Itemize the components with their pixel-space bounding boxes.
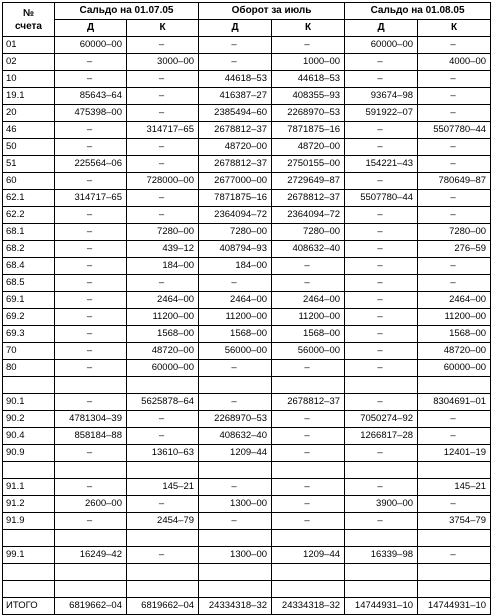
opening-debit-cell: –: [55, 360, 127, 377]
account-number-cell: 02: [3, 54, 55, 71]
opening-credit-cell: –: [127, 428, 199, 445]
table-row: [3, 258, 491, 275]
opening-credit-header: К: [127, 20, 199, 37]
account-number-cell: 99.1: [3, 547, 55, 564]
table-row: [3, 139, 491, 156]
table-row: [3, 513, 491, 530]
table-row: [3, 173, 491, 190]
table-row: [3, 326, 491, 343]
opening-credit-cell: –: [127, 88, 199, 105]
turnover-credit-cell: 1568–00: [272, 326, 345, 343]
turnover-debit-cell: 56000–00: [199, 343, 272, 360]
table-row: [3, 530, 491, 547]
table-row: [3, 88, 491, 105]
turnover-credit-cell: 1209–44: [272, 547, 345, 564]
closing-debit-cell: –: [345, 445, 418, 462]
closing-credit-header: К: [418, 20, 491, 37]
table-row: [3, 105, 491, 122]
closing-credit-cell: –: [418, 547, 491, 564]
turnover-debit-cell: –: [199, 275, 272, 292]
turnover-credit-cell: 2268970–53: [272, 105, 345, 122]
closing-debit-cell: –: [345, 513, 418, 530]
opening-credit-cell: –: [127, 411, 199, 428]
account-number-cell: [3, 462, 55, 479]
opening-debit-cell: –: [55, 275, 127, 292]
opening-credit-cell: 314717–65: [127, 122, 199, 139]
turnover-debit-cell: 2677000–00: [199, 173, 272, 190]
opening-debit-cell: 314717–65: [55, 190, 127, 207]
closing-credit-cell: 276–59: [418, 241, 491, 258]
opening-debit-cell: 475398–00: [55, 105, 127, 122]
closing-credit-cell: –: [418, 139, 491, 156]
account-number-cell: [3, 377, 55, 394]
turnover-credit-cell: 2678812–37: [272, 190, 345, 207]
turnover-credit-cell: 48720–00: [272, 139, 345, 156]
account-number-label: №: [22, 7, 35, 19]
turnover-credit-cell: 11200–00: [272, 309, 345, 326]
account-number-cell: 01: [3, 37, 55, 54]
closing-credit-cell: 1568–00: [418, 326, 491, 343]
turnover-credit-cell: 2464–00: [272, 292, 345, 309]
opening-credit-cell: 2464–00: [127, 292, 199, 309]
table-row: [3, 224, 491, 241]
closing-debit-cell: –: [345, 71, 418, 88]
turnover-debit-cell: 48720–00: [199, 139, 272, 156]
turnover-credit-cell: –: [272, 411, 345, 428]
closing-debit-cell: [345, 377, 418, 394]
opening-debit-cell: –: [55, 71, 127, 88]
opening-debit-cell: 60000–00: [55, 37, 127, 54]
turnover-credit-cell: 7280–00: [272, 224, 345, 241]
closing-debit-cell: –: [345, 54, 418, 71]
opening-debit-cell: –: [55, 54, 127, 71]
opening-debit-cell: –: [55, 139, 127, 156]
account-number-cell: 90.2: [3, 411, 55, 428]
turnover-credit-cell: –: [272, 513, 345, 530]
turnover-debit-cell: 24334318–32: [199, 598, 272, 615]
opening-debit-cell: [55, 462, 127, 479]
turnover-debit-cell: 1568–00: [199, 326, 272, 343]
closing-credit-cell: –: [418, 156, 491, 173]
turnover-debit-cell: [199, 530, 272, 547]
opening-credit-cell: 48720–00: [127, 343, 199, 360]
opening-credit-cell: –: [127, 37, 199, 54]
closing-debit-cell: –: [345, 326, 418, 343]
account-number-cell: 68.1: [3, 224, 55, 241]
closing-credit-cell: 8304691–01: [418, 394, 491, 411]
opening-credit-cell: [127, 462, 199, 479]
closing-debit-cell: –: [345, 394, 418, 411]
turnover-credit-cell: –: [272, 258, 345, 275]
closing-debit-cell: –: [345, 139, 418, 156]
table-row: [3, 479, 491, 496]
closing-credit-cell: 60000–00: [418, 360, 491, 377]
account-number-cell: 50: [3, 139, 55, 156]
table-row: [3, 275, 491, 292]
closing-debit-cell: –: [345, 292, 418, 309]
opening-debit-cell: [55, 564, 127, 581]
closing-credit-cell: –: [418, 71, 491, 88]
opening-credit-cell: 11200–00: [127, 309, 199, 326]
closing-debit-cell: [345, 530, 418, 547]
table-row: [3, 445, 491, 462]
closing-credit-cell: –: [418, 207, 491, 224]
turnover-debit-cell: –: [199, 513, 272, 530]
opening-debit-cell: [55, 377, 127, 394]
closing-credit-cell: –: [418, 496, 491, 513]
turnover-balance-sheet: [2, 2, 491, 615]
opening-debit-cell: –: [55, 173, 127, 190]
account-number-header: [3, 3, 55, 37]
closing-credit-cell: –: [418, 411, 491, 428]
closing-debit-cell: 14744931–10: [345, 598, 418, 615]
turnover-debit-cell: 408632–40: [199, 428, 272, 445]
table-row: [3, 462, 491, 479]
account-number-cell: 68.2: [3, 241, 55, 258]
opening-credit-cell: –: [127, 275, 199, 292]
turnover-credit-cell: –: [272, 37, 345, 54]
table-row: [3, 411, 491, 428]
opening-debit-cell: 858184–88: [55, 428, 127, 445]
opening-debit-cell: –: [55, 241, 127, 258]
account-number-cell: 80: [3, 360, 55, 377]
closing-credit-cell: 7280–00: [418, 224, 491, 241]
turnover-debit-cell: 1209–44: [199, 445, 272, 462]
turnover-credit-cell: 2678812–37: [272, 394, 345, 411]
turnover-credit-cell: –: [272, 360, 345, 377]
table-row: [3, 292, 491, 309]
turnover-credit-cell: 7871875–16: [272, 122, 345, 139]
opening-credit-cell: –: [127, 207, 199, 224]
turnover-credit-header: К: [272, 20, 345, 37]
opening-debit-cell: –: [55, 394, 127, 411]
opening-debit-cell: 2600–00: [55, 496, 127, 513]
opening-credit-cell: 728000–00: [127, 173, 199, 190]
turnover-debit-cell: 2385494–60: [199, 105, 272, 122]
turnover-credit-cell: [272, 530, 345, 547]
table-row: [3, 122, 491, 139]
closing-balance-header: Сальдо на 01.08.05: [345, 3, 491, 20]
closing-credit-cell: [418, 377, 491, 394]
closing-credit-cell: –: [418, 105, 491, 122]
account-number-cell: 91.2: [3, 496, 55, 513]
table-header: [3, 3, 491, 37]
opening-debit-cell: 85643–64: [55, 88, 127, 105]
closing-debit-cell: [345, 462, 418, 479]
table-row: [3, 309, 491, 326]
opening-credit-cell: 145–21: [127, 479, 199, 496]
account-number-cell: 19.1: [3, 88, 55, 105]
turnover-debit-cell: 2464–00: [199, 292, 272, 309]
turnover-debit-cell: –: [199, 360, 272, 377]
closing-debit-cell: 3900–00: [345, 496, 418, 513]
turnover-debit-cell: 2678812–37: [199, 122, 272, 139]
turnover-debit-cell: 1300–00: [199, 547, 272, 564]
opening-credit-cell: [127, 530, 199, 547]
opening-debit-cell: 4781304–39: [55, 411, 127, 428]
closing-debit-cell: –: [345, 343, 418, 360]
closing-debit-cell: –: [345, 258, 418, 275]
opening-debit-cell: 16249–42: [55, 547, 127, 564]
account-number-cell: [3, 530, 55, 547]
closing-debit-cell: –: [345, 309, 418, 326]
account-number-cell: 70: [3, 343, 55, 360]
closing-debit-header: Д: [345, 20, 418, 37]
turnover-debit-cell: 184–00: [199, 258, 272, 275]
account-number-cell: 90.1: [3, 394, 55, 411]
turnover-credit-cell: [272, 462, 345, 479]
closing-debit-cell: –: [345, 360, 418, 377]
opening-credit-cell: 60000–00: [127, 360, 199, 377]
table-body: [3, 37, 491, 615]
closing-debit-cell: –: [345, 224, 418, 241]
opening-credit-cell: –: [127, 139, 199, 156]
turnover-credit-cell: 44618–53: [272, 71, 345, 88]
turnover-debit-cell: 2364094–72: [199, 207, 272, 224]
closing-credit-cell: –: [418, 275, 491, 292]
account-number-cell: 10: [3, 71, 55, 88]
closing-debit-cell: 7050274–92: [345, 411, 418, 428]
table-row: [3, 190, 491, 207]
opening-credit-cell: –: [127, 190, 199, 207]
table-row: [3, 564, 491, 581]
opening-credit-cell: –: [127, 71, 199, 88]
account-number-cell: 62.2: [3, 207, 55, 224]
table-row: [3, 207, 491, 224]
turnover-debit-cell: 416387–27: [199, 88, 272, 105]
opening-debit-cell: –: [55, 513, 127, 530]
turnover-debit-cell: –: [199, 394, 272, 411]
table-row: [3, 71, 491, 88]
closing-credit-cell: –: [418, 258, 491, 275]
closing-credit-cell: 48720–00: [418, 343, 491, 360]
closing-debit-cell: –: [345, 122, 418, 139]
turnover-credit-cell: 2729649–87: [272, 173, 345, 190]
opening-debit-cell: –: [55, 224, 127, 241]
opening-credit-cell: 184–00: [127, 258, 199, 275]
turnover-debit-cell: 408794–93: [199, 241, 272, 258]
closing-credit-cell: –: [418, 37, 491, 54]
opening-debit-cell: 6819662–04: [55, 598, 127, 615]
turnover-debit-header: Д: [199, 20, 272, 37]
closing-debit-cell: 5507780–44: [345, 190, 418, 207]
account-number-cell: 91.1: [3, 479, 55, 496]
account-number-cell: 20: [3, 105, 55, 122]
closing-credit-cell: [418, 462, 491, 479]
opening-credit-cell: –: [127, 156, 199, 173]
closing-credit-cell: –: [418, 190, 491, 207]
account-number-cell: ИТОГО: [3, 598, 55, 615]
opening-credit-cell: [127, 564, 199, 581]
closing-debit-cell: 591922–07: [345, 105, 418, 122]
account-number-cell: 90.4: [3, 428, 55, 445]
closing-debit-cell: –: [345, 275, 418, 292]
turnover-debit-cell: 7280–00: [199, 224, 272, 241]
opening-debit-cell: –: [55, 343, 127, 360]
turnover-debit-cell: 44618–53: [199, 71, 272, 88]
opening-debit-cell: 225564–06: [55, 156, 127, 173]
turnover-credit-cell: [272, 377, 345, 394]
closing-debit-cell: –: [345, 173, 418, 190]
opening-credit-cell: –: [127, 547, 199, 564]
table-row: [3, 54, 491, 71]
opening-credit-cell: 1568–00: [127, 326, 199, 343]
account-number-cell: [3, 564, 55, 581]
opening-credit-cell: –: [127, 105, 199, 122]
table-row: [3, 37, 491, 54]
turnover-debit-cell: 2268970–53: [199, 411, 272, 428]
closing-debit-cell: 16339–98: [345, 547, 418, 564]
turnover-debit-cell: [199, 462, 272, 479]
opening-balance-header: Сальдо на 01.07.05: [55, 3, 199, 20]
closing-credit-cell: –: [418, 88, 491, 105]
closing-credit-cell: 3754–79: [418, 513, 491, 530]
closing-credit-cell: 2464–00: [418, 292, 491, 309]
account-number-cell: 46: [3, 122, 55, 139]
table-row: [3, 394, 491, 411]
account-number-cell: 91.9: [3, 513, 55, 530]
account-number-cell: 62.1: [3, 190, 55, 207]
table-row: [3, 428, 491, 445]
account-number-cell: 68.4: [3, 258, 55, 275]
turnover-debit-cell: 1300–00: [199, 496, 272, 513]
closing-credit-cell: 4000–00: [418, 54, 491, 71]
table-row: [3, 343, 491, 360]
total-row: [3, 598, 491, 615]
opening-credit-cell: [127, 377, 199, 394]
closing-credit-cell: 5507780–44: [418, 122, 491, 139]
table-row: [3, 547, 491, 564]
closing-credit-cell: 780649–87: [418, 173, 491, 190]
opening-credit-cell: 2454–79: [127, 513, 199, 530]
opening-debit-cell: –: [55, 309, 127, 326]
turnover-debit-cell: –: [199, 479, 272, 496]
turnover-credit-cell: –: [272, 445, 345, 462]
account-number-cell: 69.1: [3, 292, 55, 309]
turnover-debit-cell: –: [199, 54, 272, 71]
closing-debit-cell: 93674–98: [345, 88, 418, 105]
turnover-debit-cell: [199, 564, 272, 581]
closing-credit-cell: 12401–19: [418, 445, 491, 462]
closing-debit-cell: –: [345, 479, 418, 496]
opening-credit-cell: 13610–63: [127, 445, 199, 462]
turnover-debit-cell: 11200–00: [199, 309, 272, 326]
opening-debit-cell: –: [55, 258, 127, 275]
turnover-debit-cell: –: [199, 37, 272, 54]
closing-credit-cell: 11200–00: [418, 309, 491, 326]
turnover-credit-cell: 2364094–72: [272, 207, 345, 224]
closing-debit-cell: –: [345, 241, 418, 258]
turnover-credit-cell: 56000–00: [272, 343, 345, 360]
opening-debit-cell: –: [55, 326, 127, 343]
opening-credit-cell: 7280–00: [127, 224, 199, 241]
turnover-credit-cell: 2750155–00: [272, 156, 345, 173]
opening-debit-cell: –: [55, 122, 127, 139]
closing-credit-cell: 145–21: [418, 479, 491, 496]
account-number-cell: 60: [3, 173, 55, 190]
table-row: [3, 377, 491, 394]
opening-credit-cell: 5625878–64: [127, 394, 199, 411]
account-number-cell: 51: [3, 156, 55, 173]
turnover-credit-cell: 408355–93: [272, 88, 345, 105]
closing-credit-cell: [418, 564, 491, 581]
turnover-credit-cell: [272, 564, 345, 581]
turnover-credit-cell: 24334318–32: [272, 598, 345, 615]
opening-debit-cell: –: [55, 445, 127, 462]
opening-credit-cell: 3000–00: [127, 54, 199, 71]
account-label: счета: [15, 20, 42, 32]
closing-debit-cell: [345, 564, 418, 581]
closing-credit-cell: –: [418, 428, 491, 445]
closing-credit-cell: [418, 530, 491, 547]
table-row: [3, 156, 491, 173]
turnover-credit-cell: 1000–00: [272, 54, 345, 71]
account-number-cell: 69.3: [3, 326, 55, 343]
closing-credit-cell: 14744931–10: [418, 598, 491, 615]
closing-debit-cell: 60000–00: [345, 37, 418, 54]
opening-debit-cell: –: [55, 479, 127, 496]
turnover-credit-cell: –: [272, 428, 345, 445]
table-row: [3, 360, 491, 377]
turnover-credit-cell: –: [272, 479, 345, 496]
account-number-cell: 68.5: [3, 275, 55, 292]
opening-credit-cell: 439–12: [127, 241, 199, 258]
opening-debit-header: Д: [55, 20, 127, 37]
turnover-header: Оборот за июль: [199, 3, 345, 20]
turnover-credit-cell: 408632–40: [272, 241, 345, 258]
account-number-cell: 90.9: [3, 445, 55, 462]
closing-debit-cell: 1266817–28: [345, 428, 418, 445]
closing-debit-cell: 154221–43: [345, 156, 418, 173]
turnover-debit-cell: 7871875–16: [199, 190, 272, 207]
opening-debit-cell: [55, 530, 127, 547]
opening-debit-cell: –: [55, 292, 127, 309]
turnover-credit-cell: –: [272, 275, 345, 292]
opening-credit-cell: –: [127, 496, 199, 513]
turnover-credit-cell: –: [272, 496, 345, 513]
opening-credit-cell: 6819662–04: [127, 598, 199, 615]
table-row: [3, 496, 491, 513]
account-number-cell: 69.2: [3, 309, 55, 326]
opening-debit-cell: –: [55, 207, 127, 224]
table-row: [3, 241, 491, 258]
closing-debit-cell: –: [345, 207, 418, 224]
turnover-debit-cell: [199, 377, 272, 394]
turnover-debit-cell: 2678812–37: [199, 156, 272, 173]
